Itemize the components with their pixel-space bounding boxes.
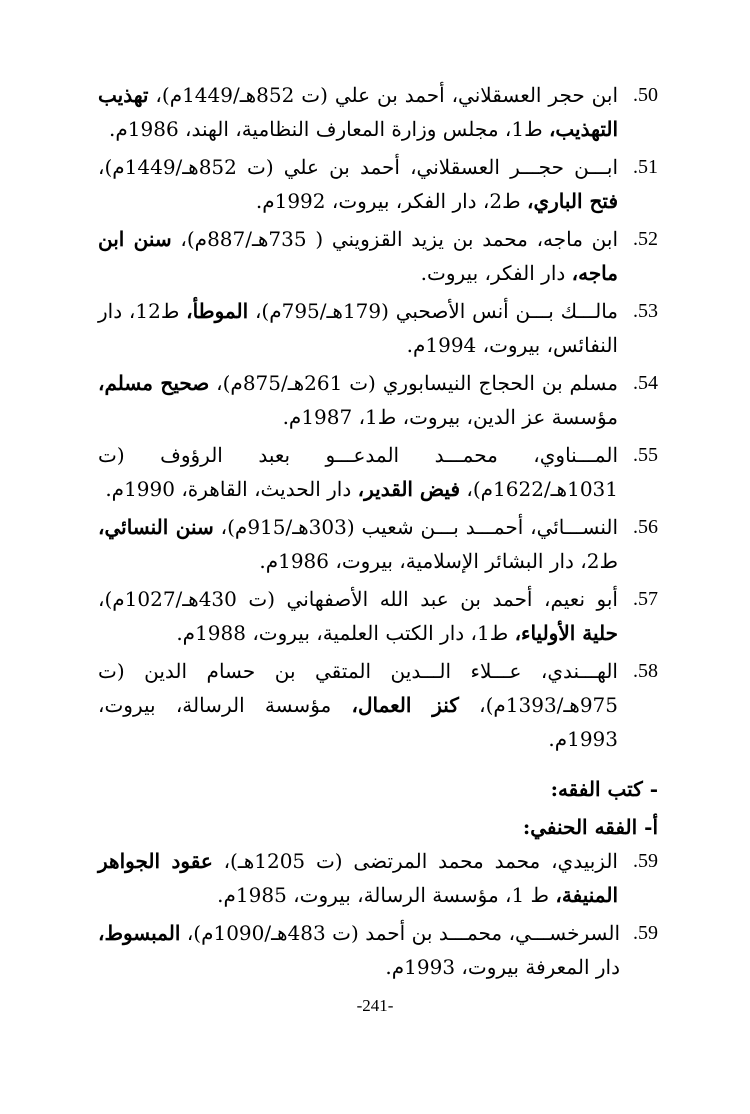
entry-publication: دار الحديث، القاهرة، 1990م. [105, 477, 358, 501]
entry-number: .57 [633, 588, 658, 610]
entry-publication: مؤسسة الرسالة، بيروت، 1993م. [98, 693, 618, 751]
entry-title: سنن ابن ماجه، [98, 227, 618, 285]
bibliography-entry-50 [98, 78, 658, 146]
entry-publication: ط2، دار الفكر، بيروت، 1992م. [255, 189, 527, 213]
entry-title: عقود الجواهر المنيفة، [98, 849, 618, 907]
entry-author: مسلم بن الحجاج النيسابوري (ت 261هـ/875م)، [209, 371, 619, 395]
bibliography-entry-58 [98, 654, 658, 756]
entry-number: .59 [633, 922, 658, 944]
entry-number: .59 [633, 850, 658, 872]
entry-title: صحيح مسلم، [98, 371, 210, 395]
entry-title: تهذيب التهذيب، [98, 83, 618, 141]
entry-author: مالـــك بـــن أنس الأصحبي (179هـ/795م)، [248, 299, 619, 323]
entry-author: المـــناوي، محمـــد المدعـــو بعبد الرؤوف (ت 1031هـ/1622م)، [98, 443, 618, 501]
entry-number: .55 [633, 444, 658, 466]
entry-publication: ط1، مجلس وزارة المعارف النظامية، الهند، 1986م. [109, 117, 549, 141]
entry-number: .51 [633, 156, 658, 178]
entry-title: فتح الباري، [526, 189, 618, 213]
entry-author: السرخســـي، محمـــد بن أحمد (ت 483هـ/1090م)، [180, 921, 621, 945]
entry-title: سنن النسائي، [98, 515, 214, 539]
bibliography-entry-59 [98, 844, 658, 912]
bibliography-entry-59b [98, 916, 658, 984]
entry-title: حلية الأولياء، [514, 621, 618, 645]
entry-publication: ط1، دار الكتب العلمية، بيروت، 1988م. [176, 621, 515, 645]
section-heading-fiqh-books: - كتب الفقه: [550, 777, 658, 801]
entry-author: الزبيدي، محمد محمد المرتضى (ت 1205هـ)، [212, 849, 618, 873]
entry-author: ابـــن حجـــر العسقلاني، أحمد بن علي (ت 852هـ/1449م)، [98, 155, 618, 179]
entry-author: أبو نعيم، أحمد بن عبد الله الأصفهاني (ت 430هـ/1027م)، [98, 587, 618, 611]
bibliography-entry-57 [98, 582, 658, 650]
bibliography-entry-51 [98, 150, 658, 218]
entry-publication: ط 1، مؤسسة الرسالة، بيروت، 1985م. [217, 883, 556, 907]
subsection-heading-hanafi: أ- الفقه الحنفي: [522, 815, 658, 839]
bibliography-entry-54 [98, 366, 658, 434]
entry-publication: دار الفكر، بيروت. [420, 261, 572, 285]
entry-title: الموطأ، [186, 299, 249, 323]
entry-number: .54 [633, 372, 658, 394]
entry-publication: دار المعرفة بيروت، 1993م. [385, 955, 620, 979]
bibliography-entry-52 [98, 222, 658, 290]
entry-number: .53 [633, 300, 658, 322]
entry-number: .56 [633, 516, 658, 538]
entry-author: ابن حجر العسقلاني، أحمد بن علي (ت 852هـ/1449م)، [148, 83, 619, 107]
entry-publication: ط12، دار النفائس، بيروت، 1994م. [98, 299, 618, 357]
entry-publication: مؤسسة عز الدين، بيروت، ط1، 1987م. [282, 405, 618, 429]
entry-publication: ط2، دار البشائر الإسلامية، بيروت، 1986م. [259, 549, 618, 573]
bibliography-entry-56 [98, 510, 658, 578]
bibliography-entry-53 [98, 294, 658, 362]
entry-author: النســـائي، أحمـــد بـــن شعيب (303هـ/915م)، [213, 515, 619, 539]
entry-author: ابن ماجه، محمد بن يزيد القزويني ( 735هـ/887م)، [171, 227, 619, 251]
entry-number: .58 [633, 660, 658, 682]
entry-title: كنز العمال، [351, 693, 459, 717]
entry-title: المبسوط، [98, 921, 181, 945]
entry-author: الهـــندي، عـــلاء الـــدين المتقي بن حسام الدين (ت 975هـ/1393م)، [98, 659, 619, 717]
entry-title: فيض القدير، [357, 477, 461, 501]
bibliography [98, 78, 658, 988]
entry-number: .50 [633, 84, 658, 106]
bibliography-entry-55 [98, 438, 658, 506]
entry-number: .52 [633, 228, 658, 250]
page-number: -241- [356, 996, 394, 1015]
